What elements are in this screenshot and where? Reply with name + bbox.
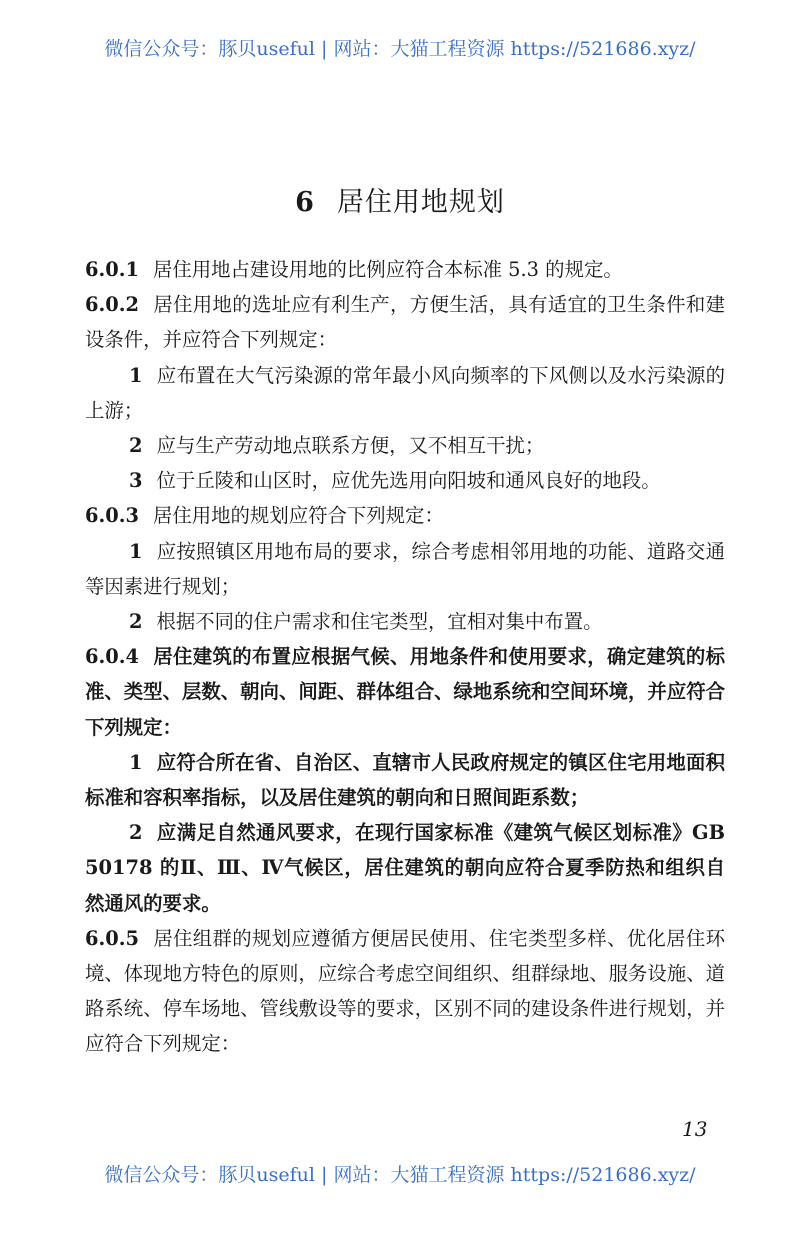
clause-item <box>85 428 725 463</box>
clause-text: 居住用地的选址应有利生产，方便生活，具有适宜的卫生条件和建设条件，并应符合下列规定： <box>85 293 725 352</box>
item-text: 应布置在大气污染源的常年最小风向频率的下风侧以及水污染源的上游； <box>85 363 725 422</box>
clause-item <box>85 358 725 428</box>
clause-6-0-4 <box>85 639 725 745</box>
page-number: 13 <box>682 1117 708 1141</box>
item-text: 根据不同的住户需求和住宅类型，宜相对集中布置。 <box>156 610 603 634</box>
clause-text: 居住建筑的布置应根据气候、用地条件和使用要求，确定建筑的标准、类型、层数、朝向、间距、群体组合、绿地系统和空间环境，并应符合下列规定： <box>85 645 725 739</box>
clause-number: 6.0.2 <box>85 293 139 317</box>
chapter-title <box>0 180 800 219</box>
chapter-title-text: 居住用地规划 <box>336 187 505 219</box>
watermark-header: 微信公众号：豚贝useful | 网站：大猫工程资源 https://521686.xyz/ <box>104 38 696 60</box>
item-text: 应符合所在省、自治区、直辖市人民政府规定的镇区住宅用地面积标准和容积率指标，以及居住建筑的朝向和日照间距系数； <box>85 750 725 810</box>
item-number: 1 <box>129 539 143 563</box>
clause-number: 6.0.3 <box>85 504 139 528</box>
clause-item <box>85 815 725 921</box>
watermark-footer: 微信公众号：豚贝useful | 网站：大猫工程资源 https://521686.xyz/ <box>104 1164 696 1186</box>
item-text: 位于丘陵和山区时，应优先选用向阳坡和通风良好的地段。 <box>156 469 661 493</box>
clause-number: 6.0.5 <box>85 926 139 950</box>
chapter-number: 6 <box>295 187 315 219</box>
clause-item <box>85 604 725 639</box>
clause-item <box>85 745 725 815</box>
item-text: 应与生产劳动地点联系方便，又不相互干扰； <box>156 434 545 458</box>
clause-text: 居住用地的规划应符合下列规定： <box>152 504 444 528</box>
clause-text: 居住用地占建设用地的比例应符合本标准 5.3 的规定。 <box>152 258 623 281</box>
clause-item <box>85 463 725 498</box>
clause-item <box>85 534 725 604</box>
item-number: 2 <box>129 821 143 845</box>
clause-6-0-5 <box>85 921 725 1062</box>
item-number: 1 <box>129 363 143 387</box>
clause-number: 6.0.1 <box>85 258 139 281</box>
clause-number: 6.0.4 <box>85 645 139 669</box>
clause-6-0-1 <box>85 252 725 287</box>
clause-6-0-2 <box>85 287 725 357</box>
document-body <box>85 252 725 1062</box>
item-number: 1 <box>129 750 143 774</box>
item-number: 2 <box>129 434 143 458</box>
clause-text: 居住组群的规划应遵循方便居民使用、住宅类型多样、优化居住环境、体现地方特色的原则，应综合考虑空间组织、组群绿地、服务设施、道路系统、停车场地、管线敷设等的要求，区别不同的建设条件进行规划，并应符合下列规定： <box>85 926 725 1056</box>
item-text: 应满足自然通风要求，在现行国家标准《建筑气候区划标准》GB 50178 的Ⅱ、Ⅲ、Ⅳ气候区，居住建筑的朝向应符合夏季防热和组织自然通风的要求。 <box>85 821 725 915</box>
item-text: 应按照镇区用地布局的要求，综合考虑相邻用地的功能、道路交通等因素进行规划； <box>85 539 725 598</box>
item-number: 2 <box>129 610 143 634</box>
item-number: 3 <box>129 469 143 493</box>
clause-6-0-3 <box>85 498 725 533</box>
